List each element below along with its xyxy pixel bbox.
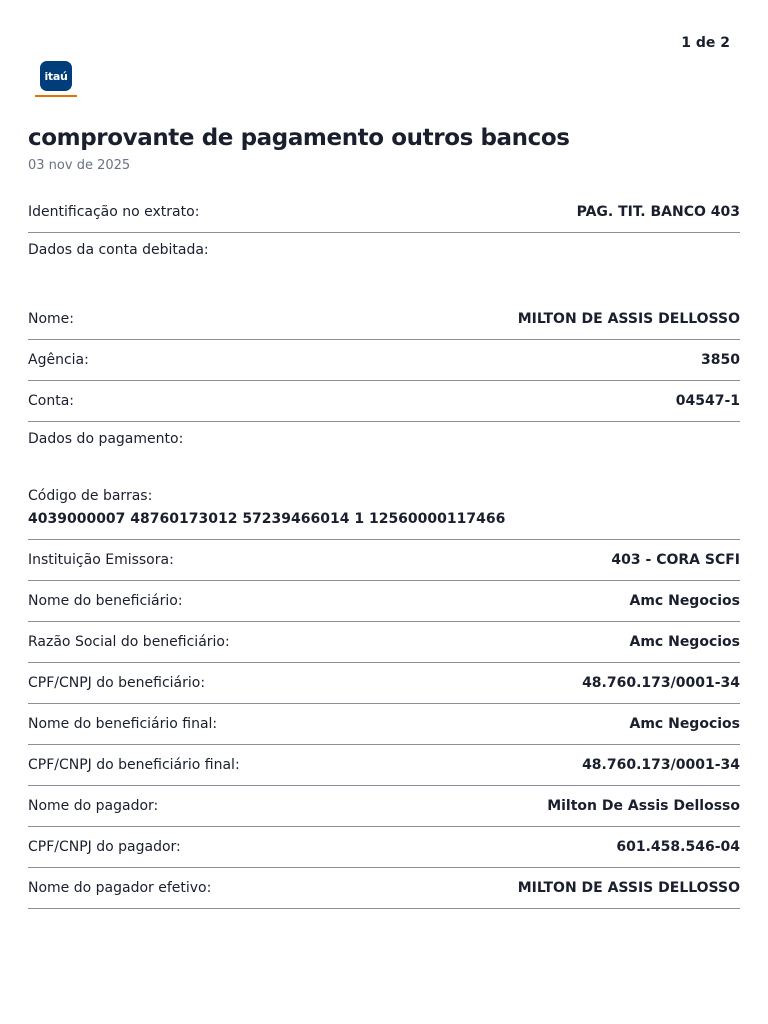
itau-logo-icon [40,61,72,91]
row-payer-doc [28,827,740,868]
row-value: 3850 [701,352,740,368]
row-label: Conta: [28,393,74,409]
row-account-name [28,299,740,340]
row-label: Nome do pagador: [28,798,159,814]
row-final-beneficiary-doc [28,745,740,786]
section-debited-account [28,233,740,299]
row-value: 48.760.173/0001-34 [582,675,740,691]
bank-logo [35,61,77,97]
row-effective-payer [28,868,740,909]
row-label: CPF/CNPJ do beneficiário: [28,675,206,691]
row-label: CPF/CNPJ do pagador: [28,839,181,855]
page-title: comprovante de pagamento outros bancos [28,125,570,151]
document-date: 03 nov de 2025 [28,158,131,173]
logo-text: itaú [44,69,68,83]
row-final-beneficiary-name [28,704,740,745]
row-label: Agência: [28,352,89,368]
row-value: MILTON DE ASSIS DELLOSSO [517,880,740,896]
receipt-details [28,192,740,909]
row-value: 601.458.546-04 [616,839,740,855]
row-value: PAG. TIT. BANCO 403 [576,204,740,220]
barcode-label: Código de barras: [28,488,153,504]
row-beneficiary-doc [28,663,740,704]
page-counter: 1 de 2 [681,35,730,51]
row-value: Amc Negocios [629,634,740,650]
section-payment-data [28,422,740,488]
row-label: CPF/CNPJ do beneficiário final: [28,757,240,773]
row-value: 48.760.173/0001-34 [582,757,740,773]
row-beneficiary-name [28,581,740,622]
row-label: Nome do beneficiário: [28,593,183,609]
barcode-block [28,488,740,540]
row-value: 403 - CORA SCFI [611,552,740,568]
row-value: 04547-1 [675,393,740,409]
barcode-value: 4039000007 48760173012 57239466014 1 12560000117466 [28,511,506,527]
row-beneficiary-company [28,622,740,663]
row-label: Nome do pagador efetivo: [28,880,212,896]
row-value: Amc Negocios [629,716,740,732]
row-label: Identificação no extrato: [28,204,200,220]
row-label: Razão Social do beneficiário: [28,634,230,650]
row-label: Nome do beneficiário final: [28,716,218,732]
section-label: Dados da conta debitada: [28,242,209,258]
logo-underline [35,95,77,97]
row-value: MILTON DE ASSIS DELLOSSO [517,311,740,327]
section-label: Dados do pagamento: [28,431,184,447]
row-value: Amc Negocios [629,593,740,609]
row-label: Nome: [28,311,75,327]
row-label: Instituição Emissora: [28,552,174,568]
row-issuer [28,540,740,581]
row-agency [28,340,740,381]
row-payer-name [28,786,740,827]
row-statement-id [28,192,740,233]
row-value: Milton De Assis Dellosso [547,798,740,814]
row-account [28,381,740,422]
